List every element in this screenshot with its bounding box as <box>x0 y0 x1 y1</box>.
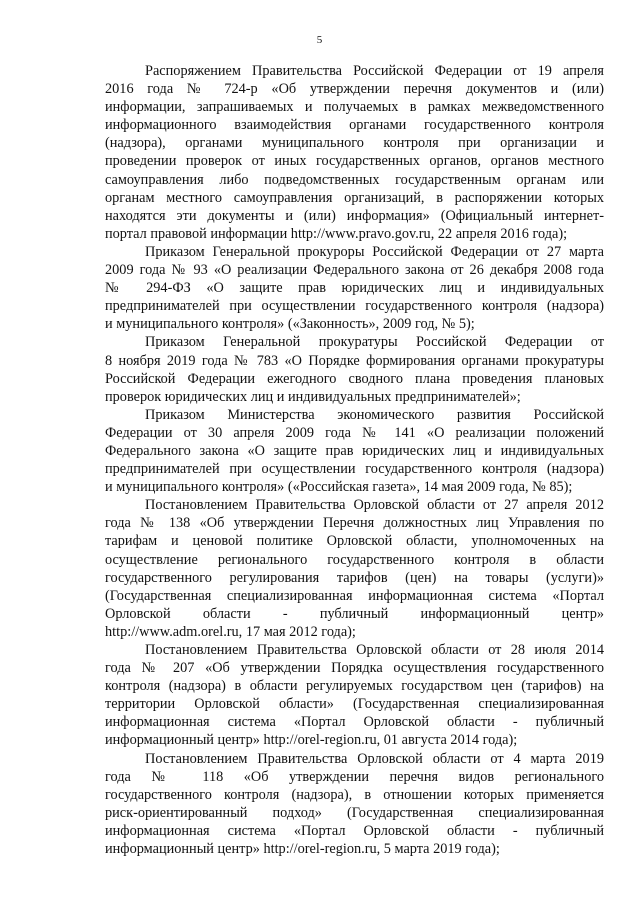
text-line: Постановлением Правительства Орловской области от 4 марта 2019 <box>145 750 604 767</box>
text-line: и муниципального контроля» («Российская газета», 14 мая 2009 года, № 85); <box>105 479 573 496</box>
text-line: http://www.adm.orel.ru, 17 мая 2012 года); <box>105 623 356 640</box>
text-line: Распоряжением Правительства Российской Федерации от 19 апреля <box>145 63 604 79</box>
paragraph-orel-118 <box>105 750 604 859</box>
paragraph-pravitelstvo-rf-724-r <box>105 62 604 243</box>
paragraph-genprokuratura-93 <box>105 243 604 333</box>
text-line: 2009 года № 93 «О реализации Федерального закона от 26 декабря 2008 года <box>105 262 604 279</box>
text-line: самоуправления либо подведомственных государственным органам или <box>105 171 604 188</box>
text-line: предпринимателей при осуществлении государственного контроля (надзора) <box>105 461 604 478</box>
text-line: контроля (надзора) в области регулируемых государством цен (тарифов) на <box>105 678 604 695</box>
text-line: Постановлением Правительства Орловской области от 27 апреля 2012 <box>145 497 604 514</box>
text-line: информационного взаимодействия органами государственного контроля <box>105 117 604 134</box>
text-line: Федерации от 30 апреля 2009 года № 141 «О реализации положений <box>105 424 604 441</box>
text-line: Приказом Генеральной прокуратуры Российской Федерации от <box>145 334 604 351</box>
paragraph-orel-138 <box>105 496 604 641</box>
text-line: года № 138 «Об утверждении Перечня должностных лиц Управления по <box>105 515 604 532</box>
text-line: государственного контроля (надзора), в отношении которых применяется <box>105 786 604 803</box>
paragraph-genprokuratura-783 <box>105 333 604 405</box>
page-number: 5 <box>316 34 323 46</box>
text-line: года № 207 «Об утверждении Порядка осуществления государственного <box>105 660 604 677</box>
text-line: тарифам и ценовой политике Орловской области, уполномоченных на <box>105 533 604 550</box>
text-line: риск-ориентированный подход» (Государственная специализированная <box>105 804 604 821</box>
text-line: года № 118 «Об утверждении перечня видов регионального <box>105 768 604 785</box>
text-line: Орловской области - публичный информационный центр» <box>105 605 604 622</box>
text-line: находятся эти документы и (или) информация» (Официальный интернет- <box>105 207 604 224</box>
text-line: органам местного самоуправления организаций, в распоряжении которых <box>105 189 604 206</box>
text-line: (Государственная специализированная информационная система «Портал <box>105 587 604 604</box>
text-line: Приказом Генеральной прокуроры Российской Федерации от 27 марта <box>145 243 604 260</box>
text-line: информации, запрашиваемых и получаемых в рамках межведомственного <box>105 99 604 116</box>
paragraph-orel-207 <box>105 641 604 750</box>
text-line: информационная система «Портал Орловской области - публичный <box>105 822 604 839</box>
text-line: осуществление регионального государственного контроля в области <box>105 551 604 568</box>
text-line: Приказом Министерства экономического развития Российской <box>145 406 604 423</box>
text-line: портал правовой информации http://www.pravo.gov.ru, 22 апреля 2016 года); <box>105 225 568 242</box>
text-line: информационный центр» http://orel-region.ru, 5 марта 2019 года); <box>105 841 500 858</box>
text-line: Федерального закона «О защите прав юридических лиц и индивидуальных <box>105 442 604 459</box>
text-line: информационный центр» http://orel-region.ru, 01 августа 2014 года); <box>105 732 518 749</box>
text-line: проведении проверок от иных государственных органов, органов местного <box>105 153 604 170</box>
text-line: территории Орловской области» (Государственная специализированная <box>105 696 604 713</box>
text-line: (надзора), органами муниципального контроля при организации и <box>105 135 604 152</box>
paragraph-minekonomrazvitiya-141 <box>105 406 604 496</box>
text-line: и муниципального контроля» («Законность», 2009 год, № 5); <box>105 316 475 333</box>
text-line: проверок юридических лиц и индивидуальных предпринимателей»; <box>105 388 521 405</box>
text-line: Постановлением Правительства Орловской области от 28 июля 2014 <box>145 642 604 658</box>
text-line: государственного регулирования тарифов (цен) на товары (услуги)» <box>105 569 604 586</box>
text-line: предпринимателей при осуществлении государственного контроля (надзора) <box>105 298 604 315</box>
document-body <box>105 62 604 858</box>
text-line: № 294-ФЗ «О защите прав юридических лиц и индивидуальных <box>105 280 604 297</box>
text-line: Российской Федерации ежегодного сводного плана проведения плановых <box>105 370 604 387</box>
text-line: 8 ноября 2019 года № 783 «О Порядке формирования органами прокуратуры <box>105 352 604 369</box>
text-line: информационная система «Портал Орловской области - публичный <box>105 714 604 731</box>
text-line: 2016 года № 724-р «Об утверждении перечня документов и (или) <box>105 81 604 98</box>
